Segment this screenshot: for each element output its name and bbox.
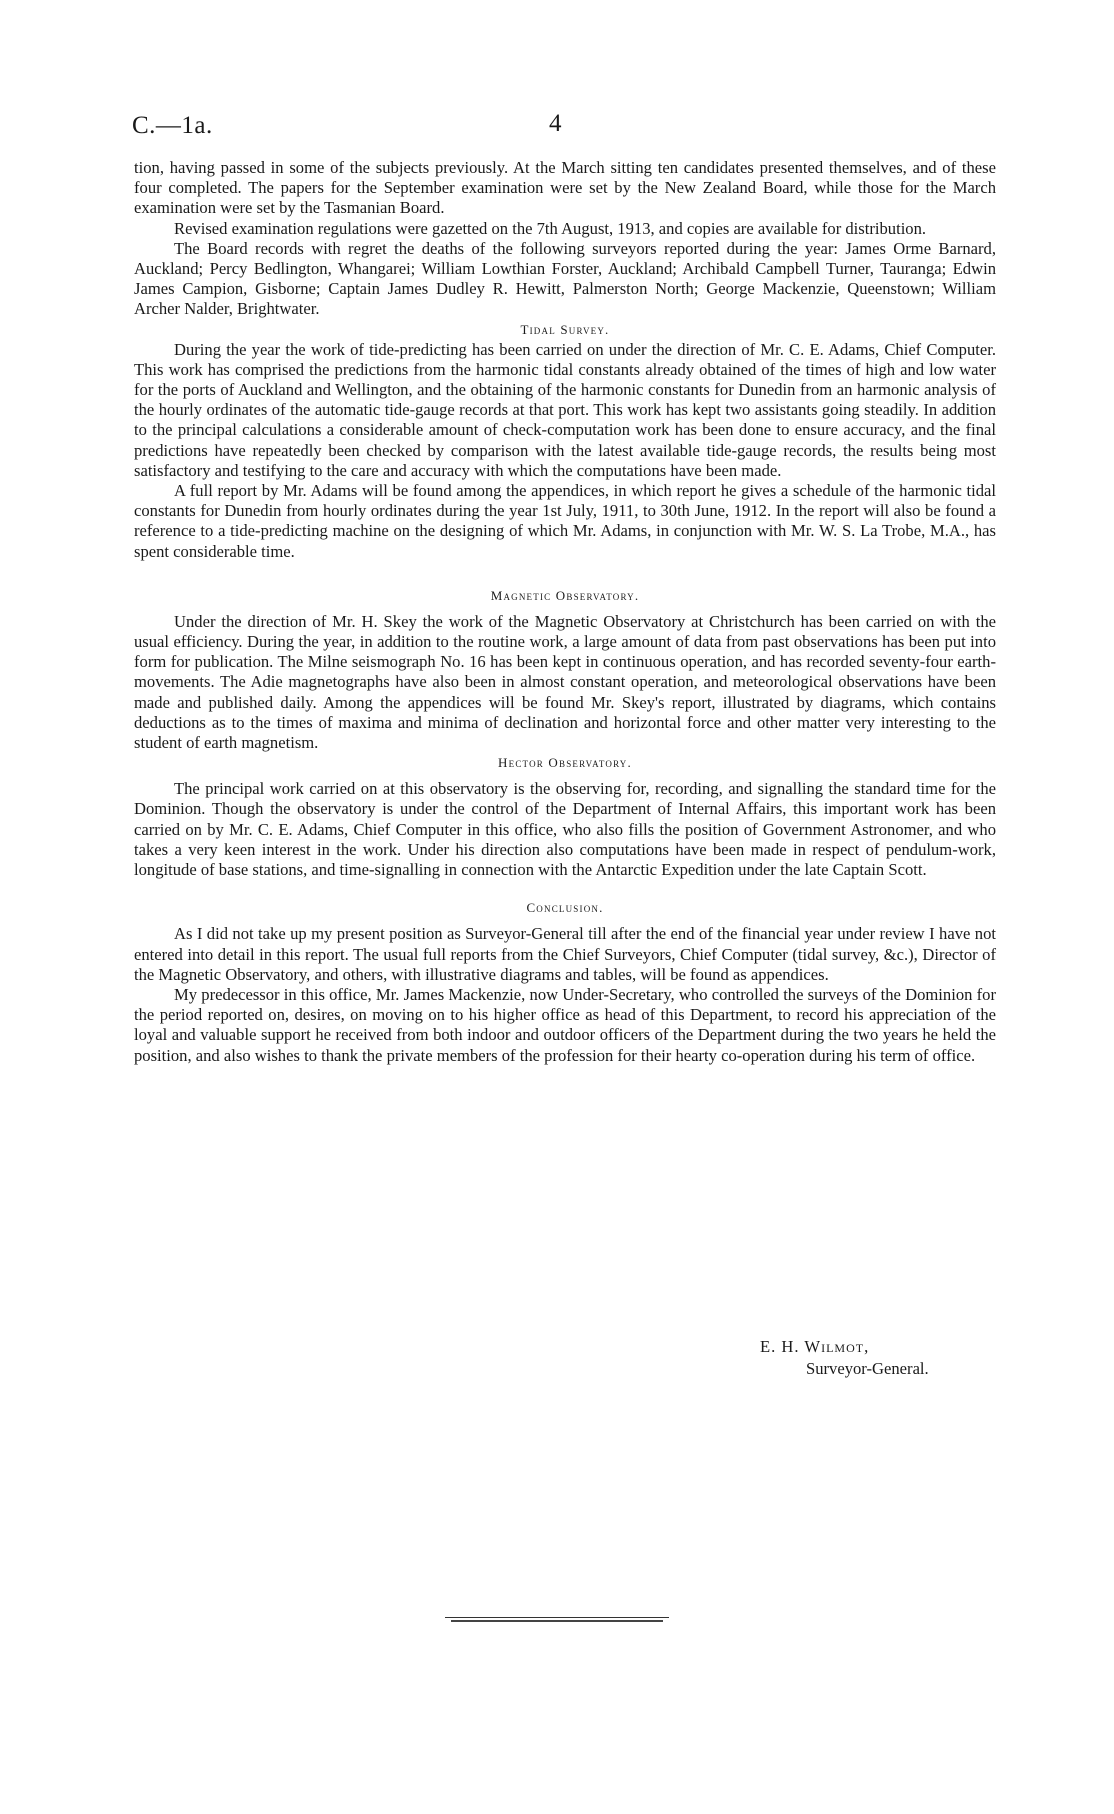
paragraph-tidal-2: A full report by Mr. Adams will be found among the appendices, in which report he gives a schedule of the harmonic tidal constants for Dunedin from hourly ordinates during the year 1st July, 1911, to 30th June, 1912. In the report will also be found a reference to a tide-predicting machine on the designing of which Mr. Adams, in conjunction with Mr. W. S. La Trobe, M.A., has spent considerable time.: [134, 481, 996, 561]
heading-magnetic-observatory: Magnetic Observatory.: [490, 587, 640, 603]
heading-hector-observatory: Hector Observatory.: [498, 755, 632, 771]
signature-block: [760, 1336, 929, 1380]
document-reference: C.—1a.: [132, 112, 213, 139]
heading-conclusion: Conclusion.: [526, 900, 604, 916]
paragraph-deaths: The Board records with regret the deaths of the following surveyors reported during the year: James Orme Barnard, Auckland; Percy Bedlington, Whangarei; William Lowthian Forster, Auckland; Archibald Campbell Turner, Tauranga; Edwin James Campion, Gisborne; Captain James Dudley R. Hewitt, Palmerston North; George Mackenzie, Queenstown; William Archer Nalder, Brightwater.: [134, 238, 996, 319]
heading-tidal-survey: Tidal Survey.: [520, 321, 610, 337]
signature-name: E. H. Wilmot,: [760, 1337, 870, 1356]
page-number: 4: [549, 110, 562, 137]
paragraph-conclusion-2: My predecessor in this office, Mr. James Mackenzie, now Under-Secretary, who controlled the surveys of the Dominion for the period reported on, desires, on moving on to his higher office as head of this Department, to record his appreciation of the loyal and valuable support he received from both indoor and outdoor officers of the Department during the two years he held the position, and also wishes to thank the private members of the profession for their hearty co-operation during his term of office.: [134, 984, 996, 1065]
closing-rule: [445, 1617, 669, 1623]
closing-rule-line-top: [445, 1617, 669, 1618]
paragraph-regulations: Revised examination regulations were gazetted on the 7th August, 1913, and copies are available for distribution.: [174, 218, 927, 238]
signature-title: Surveyor-General.: [806, 1359, 929, 1378]
body-text: [134, 158, 996, 1066]
paragraph-conclusion-1: As I did not take up my present position as Surveyor-General till after the end of the financial year under review I have not entered into detail in this report. The usual full reports from the Chief Surveyors, Chief Computer (tidal survey, &c.), Director of the Magnetic Observatory, and others, with illustrative diagrams and tables, will be found as appendices.: [134, 924, 996, 984]
paragraph-magnetic-1: Under the direction of Mr. H. Skey the work of the Magnetic Observatory at Christchurch has been carried on with the usual efficiency. During the year, in addition to the routine work, a large amount of data from past observations has been put into form for publication. The Milne seismograph No. 16 has been kept in continuous operation, and has recorded seventy-four earth-movements. The Adie magnetographs have also been in almost constant operation, and meteorological observations have been made and published daily. Among the appendices will be found Mr. Skey's report, illustrated by diagrams, which contains deductions as to the times of maxima and minima of declination and horizontal force and other matter very interesting to the student of earth magnetism.: [134, 611, 996, 753]
paragraph-hector-1: The principal work carried on at this observatory is the observing for, recording, and signalling the standard time for the Dominion. Though the observatory is under the control of the Department of Internal Affairs, this important work has been carried on by Mr. C. E. Adams, Chief Computer in this office, who also fills the position of Government Astronomer, and who takes a very keen interest in the work. Under his direction also computations have been made in respect of pendulum-work, longitude of base stations, and time-signalling in connection with the Antarctic Expedition under the late Captain Scott.: [134, 779, 996, 880]
closing-rule-line-bottom: [451, 1620, 663, 1622]
paragraph-examinations: tion, having passed in some of the subjects previously. At the March sitting ten candidates presented themselves, and of these four completed. The papers for the September examination were set by the New Zealand Board, while those for the March examination were set by the Tasmanian Board.: [134, 158, 996, 218]
paragraph-tidal-1: During the year the work of tide-predicting has been carried on under the direction of Mr. C. E. Adams, Chief Computer. This work has comprised the predictions from the harmonic tidal constants already obtained of the times of high and low water for the ports of Auckland and Wellington, and the obtaining of the harmonic constants for Dunedin from an harmonic analysis of the hourly ordinates of the automatic tide-gauge records at that port. This work has kept two assistants going steadily. In addition to the principal calculations a considerable amount of check-computation work has been done to ensure accuracy, and the final predictions have repeatedly been checked by comparison with the latest available tide-gauge records, the results being most satisfactory and testifying to the care and accuracy with which the computations have been made.: [134, 339, 996, 480]
